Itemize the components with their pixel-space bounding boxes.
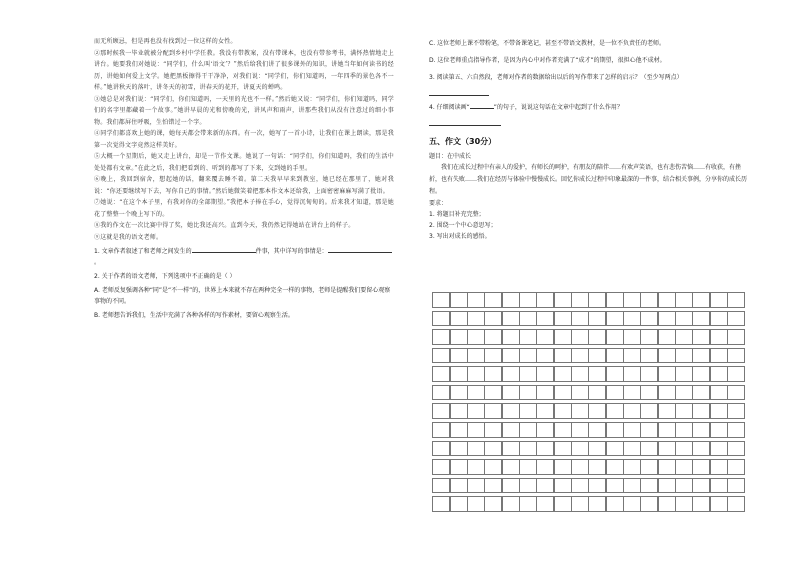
grid-cell[interactable] — [606, 385, 624, 401]
grid-cell[interactable] — [502, 348, 520, 364]
grid-cell[interactable] — [727, 311, 745, 327]
grid-cell[interactable] — [727, 348, 745, 364]
grid-cell[interactable] — [640, 366, 658, 382]
grid-cell[interactable] — [450, 311, 468, 327]
grid-cell[interactable] — [692, 329, 710, 345]
grid-cell[interactable] — [675, 348, 693, 364]
grid-cell[interactable] — [710, 459, 728, 475]
grid-cell[interactable] — [640, 292, 658, 308]
grid-cell[interactable] — [467, 478, 485, 494]
grid-cell[interactable] — [727, 422, 745, 438]
passage-paragraph: ⑧我的作文在一次比赛中得了奖，她比我还高兴。直到今天，我仍然记得她站在讲台上的样子。 — [94, 222, 355, 229]
grid-cell[interactable] — [467, 385, 485, 401]
grid-cell[interactable] — [467, 459, 485, 475]
grid-cell[interactable] — [623, 292, 641, 308]
requirement-item: 1. 将题目补充完整； — [429, 211, 485, 218]
grid-cell[interactable] — [640, 496, 658, 512]
grid-cell[interactable] — [692, 422, 710, 438]
answer-line[interactable] — [429, 85, 489, 96]
grid-cell[interactable] — [554, 496, 572, 512]
grid-cell[interactable] — [450, 478, 468, 494]
grid-cell[interactable] — [658, 385, 676, 401]
grid-cell[interactable] — [519, 403, 537, 419]
grid-cell[interactable] — [432, 422, 450, 438]
grid-cell[interactable] — [692, 403, 710, 419]
grid-cell[interactable] — [519, 422, 537, 438]
grid-cell[interactable] — [554, 292, 572, 308]
grid-cell[interactable] — [536, 385, 554, 401]
grid-cell[interactable] — [571, 329, 589, 345]
grid-cell[interactable] — [484, 348, 502, 364]
grid-cell[interactable] — [484, 422, 502, 438]
answer-blank[interactable] — [328, 246, 392, 253]
grid-cell[interactable] — [484, 311, 502, 327]
grid-cell[interactable] — [588, 441, 606, 457]
grid-cell[interactable] — [519, 385, 537, 401]
grid-cell[interactable] — [658, 496, 676, 512]
grid-cell[interactable] — [467, 311, 485, 327]
grid-cell[interactable] — [536, 478, 554, 494]
grid-cell[interactable] — [640, 385, 658, 401]
grid-cell[interactable] — [623, 422, 641, 438]
grid-cell[interactable] — [588, 311, 606, 327]
grid-cell[interactable] — [692, 478, 710, 494]
grid-cell[interactable] — [588, 459, 606, 475]
answer-line[interactable] — [429, 115, 501, 126]
grid-cell[interactable] — [692, 366, 710, 382]
grid-cell[interactable] — [467, 348, 485, 364]
grid-cell[interactable] — [554, 441, 572, 457]
grid-cell[interactable] — [554, 478, 572, 494]
grid-cell[interactable] — [658, 478, 676, 494]
grid-cell[interactable] — [692, 385, 710, 401]
grid-cell[interactable] — [484, 329, 502, 345]
grid-cell[interactable] — [623, 385, 641, 401]
grid-cell[interactable] — [658, 311, 676, 327]
grid-cell[interactable] — [710, 385, 728, 401]
grid-cell[interactable] — [727, 496, 745, 512]
grid-cell[interactable] — [658, 292, 676, 308]
grid-cell[interactable] — [467, 366, 485, 382]
grid-cell[interactable] — [536, 403, 554, 419]
grid-cell[interactable] — [606, 441, 624, 457]
grid-cell[interactable] — [536, 366, 554, 382]
grid-cell[interactable] — [727, 366, 745, 382]
grid-cell[interactable] — [467, 496, 485, 512]
grid-cell[interactable] — [640, 441, 658, 457]
grid-cell[interactable] — [536, 348, 554, 364]
grid-cell[interactable] — [536, 311, 554, 327]
grid-cell[interactable] — [606, 366, 624, 382]
grid-cell[interactable] — [467, 403, 485, 419]
grid-cell[interactable] — [536, 422, 554, 438]
grid-cell[interactable] — [588, 403, 606, 419]
grid-cell[interactable] — [554, 422, 572, 438]
grid-cell[interactable] — [502, 329, 520, 345]
grid-cell[interactable] — [554, 348, 572, 364]
option-a: A. 老师反复强调各种“同”是“不一样”的，世界上本来就不存在两种完全一样的事物，老师是提醒我们要留心观察事物的不同。 — [94, 287, 391, 305]
grid-cell[interactable] — [588, 329, 606, 345]
grid-cell[interactable] — [727, 329, 745, 345]
passage-paragraph: ⑤大概一个星期后，她又走上讲台，却是一节作文课。她说了一句话：“同学们，你们知道吗，我们的生活中处处都有文章。”在此之后，我们把看到的、听到的都写了下来，交到她的手里。 — [94, 153, 394, 172]
grid-cell[interactable] — [484, 478, 502, 494]
grid-cell[interactable] — [484, 459, 502, 475]
grid-cell[interactable] — [571, 385, 589, 401]
grid-cell[interactable] — [640, 329, 658, 345]
grid-cell[interactable] — [623, 348, 641, 364]
grid-cell[interactable] — [623, 329, 641, 345]
grid-cell[interactable] — [623, 441, 641, 457]
grid-cell[interactable] — [502, 366, 520, 382]
grid-cell[interactable] — [692, 496, 710, 512]
underline-mark — [470, 102, 494, 109]
grid-cell[interactable] — [710, 366, 728, 382]
grid-cell[interactable] — [710, 441, 728, 457]
grid-cell[interactable] — [658, 348, 676, 364]
grid-cell[interactable] — [588, 366, 606, 382]
right-column — [429, 38, 749, 242]
grid-cell[interactable] — [606, 329, 624, 345]
grid-cell[interactable] — [675, 441, 693, 457]
grid-cell[interactable] — [502, 385, 520, 401]
grid-cell[interactable] — [727, 292, 745, 308]
grid-cell[interactable] — [502, 441, 520, 457]
grid-cell[interactable] — [710, 403, 728, 419]
grid-cell[interactable] — [450, 403, 468, 419]
grid-cell[interactable] — [432, 311, 450, 327]
grid-cell[interactable] — [502, 422, 520, 438]
grid-cell[interactable] — [571, 478, 589, 494]
grid-cell[interactable] — [519, 348, 537, 364]
section-title: 五、作文（30分） — [429, 137, 497, 146]
grid-cell[interactable] — [606, 459, 624, 475]
grid-cell[interactable] — [450, 385, 468, 401]
grid-cell[interactable] — [519, 441, 537, 457]
grid-cell[interactable] — [640, 459, 658, 475]
grid-cell[interactable] — [606, 478, 624, 494]
grid-cell[interactable] — [519, 459, 537, 475]
grid-cell[interactable] — [606, 311, 624, 327]
grid-cell[interactable] — [675, 329, 693, 345]
grid-cell[interactable] — [658, 422, 676, 438]
grid-cell[interactable] — [588, 478, 606, 494]
grid-cell[interactable] — [484, 292, 502, 308]
grid-cell[interactable] — [467, 422, 485, 438]
question-1: 1. 文章作者叙述了和老师之间发生的 件事，其中详写的事情是：。 — [94, 246, 394, 268]
question-4: 4. 仔细阅读画“ ”的句子，说说这句话在文章中起到了什么作用？ — [429, 104, 623, 111]
grid-cell[interactable] — [450, 348, 468, 364]
grid-cell[interactable] — [536, 459, 554, 475]
grid-cell[interactable] — [554, 385, 572, 401]
grid-cell[interactable] — [432, 366, 450, 382]
grid-cell[interactable] — [640, 403, 658, 419]
grid-cell[interactable] — [640, 348, 658, 364]
grid-cell[interactable] — [710, 422, 728, 438]
grid-cell[interactable] — [658, 403, 676, 419]
grid-cell[interactable] — [606, 496, 624, 512]
grid-cell[interactable] — [606, 422, 624, 438]
grid-cell[interactable] — [484, 366, 502, 382]
passage-paragraph: ②那时候我一毕业就被分配到乡村中学任教。我没有带教案，没有带课本，也没有带参考书，满怀热情地走上讲台。她要我们对她说：“同学们，什么叫‘语文’？”然后给我们讲了很多课外的知识，讲她当年如何读书的经历，讲她如何爱上文学。她把黑板擦得干干净净，对我们说：“同学们，你们知道吗，一年四季的景色各不一样。”她讲秋天的落叶，讲冬天的初雪，讲春天的花开，讲夏天的蝉鸣。 — [94, 49, 394, 91]
grid-cell[interactable] — [571, 441, 589, 457]
grid-cell[interactable] — [536, 441, 554, 457]
grid-cell[interactable] — [450, 292, 468, 308]
grid-cell[interactable] — [675, 403, 693, 419]
grid-cell[interactable] — [484, 496, 502, 512]
grid-cell[interactable] — [432, 459, 450, 475]
requirement-item: 3. 写出对成长的感悟。 — [429, 233, 491, 240]
grid-cell[interactable] — [658, 441, 676, 457]
grid-cell[interactable] — [727, 403, 745, 419]
grid-cell[interactable] — [432, 329, 450, 345]
grid-cell[interactable] — [450, 459, 468, 475]
grid-cell[interactable] — [692, 441, 710, 457]
grid-cell[interactable] — [554, 459, 572, 475]
grid-cell[interactable] — [519, 366, 537, 382]
grid-cell[interactable] — [554, 366, 572, 382]
grid-cell[interactable] — [519, 496, 537, 512]
grid-cell[interactable] — [432, 478, 450, 494]
grid-cell[interactable] — [432, 403, 450, 419]
reading-column — [94, 36, 394, 321]
grid-cell[interactable] — [606, 292, 624, 308]
grid-cell[interactable] — [588, 496, 606, 512]
option-d: D. 这位老师重点指导作者，是因为内心中对作者充满了“成才”的期望，很担心他不成材。 — [429, 57, 666, 64]
grid-cell[interactable] — [554, 329, 572, 345]
grid-cell[interactable] — [658, 366, 676, 382]
grid-cell[interactable] — [502, 496, 520, 512]
grid-cell[interactable] — [623, 366, 641, 382]
grid-cell[interactable] — [571, 366, 589, 382]
grid-cell[interactable] — [432, 496, 450, 512]
grid-cell[interactable] — [554, 311, 572, 327]
passage-paragraph: ④同学们都喜欢上她的课，她每天都会带来新的东西。有一次，她写了一首小诗，让我们在课上朗读，那是我第一次觉得文字竟然这样美好。 — [94, 130, 394, 149]
grid-cell[interactable] — [710, 292, 728, 308]
grid-cell[interactable] — [623, 478, 641, 494]
grid-cell[interactable] — [536, 496, 554, 512]
grid-cell[interactable] — [588, 348, 606, 364]
grid-cell[interactable] — [519, 478, 537, 494]
grid-cell[interactable] — [502, 478, 520, 494]
grid-cell[interactable] — [623, 311, 641, 327]
grid-cell[interactable] — [502, 311, 520, 327]
grid-cell[interactable] — [450, 329, 468, 345]
grid-cell[interactable] — [484, 403, 502, 419]
grid-cell[interactable] — [623, 403, 641, 419]
grid-cell[interactable] — [536, 329, 554, 345]
grid-cell[interactable] — [727, 459, 745, 475]
grid-cell[interactable] — [467, 441, 485, 457]
grid-cell[interactable] — [675, 366, 693, 382]
grid-cell[interactable] — [623, 459, 641, 475]
grid-cell[interactable] — [692, 292, 710, 308]
grid-cell[interactable] — [658, 329, 676, 345]
grid-cell[interactable] — [727, 478, 745, 494]
grid-cell[interactable] — [450, 422, 468, 438]
grid-cell[interactable] — [588, 385, 606, 401]
grid-cell[interactable] — [675, 311, 693, 327]
grid-cell[interactable] — [571, 311, 589, 327]
grid-cell[interactable] — [588, 292, 606, 308]
essay-prompt: 我们在成长过程中有亲人的爱护，有师长的呵护，有朋友的陪伴……有欢声笑语，也有悲伤苦恼……有收获，有挫折，也有失败……我们在经历与体验中慢慢成长。回忆你成长过程中印象最深的一件事，结合相关事例，分享你的成长历程。 — [429, 164, 748, 195]
grid-cell[interactable] — [450, 366, 468, 382]
grid-cell[interactable] — [606, 403, 624, 419]
grid-cell[interactable] — [727, 385, 745, 401]
grid-cell[interactable] — [623, 496, 641, 512]
grid-cell[interactable] — [675, 478, 693, 494]
grid-cell[interactable] — [692, 459, 710, 475]
option-c: C. 这位老师上课不带粉笔，不带备课笔记，甚至不带语文教材，是一位不负责任的老师。 — [429, 40, 666, 47]
grid-cell[interactable] — [450, 441, 468, 457]
option-b: B. 老师想告诉我们，生活中充满了各种各样的写作素材，要留心观察生活。 — [94, 312, 294, 319]
requirements-label: 要求： — [429, 200, 448, 207]
grid-cell[interactable] — [519, 329, 537, 345]
grid-cell[interactable] — [432, 348, 450, 364]
grid-cell[interactable] — [710, 329, 728, 345]
grid-cell[interactable] — [571, 422, 589, 438]
grid-cell[interactable] — [571, 348, 589, 364]
answer-blank[interactable] — [192, 246, 256, 253]
requirement-item: 2. 围绕一个中心意思写； — [429, 222, 497, 229]
grid-cell[interactable] — [658, 459, 676, 475]
grid-cell[interactable] — [502, 292, 520, 308]
grid-cell[interactable] — [554, 403, 572, 419]
grid-cell[interactable] — [710, 478, 728, 494]
grid-cell[interactable] — [450, 496, 468, 512]
grid-cell[interactable] — [571, 496, 589, 512]
grid-cell[interactable] — [467, 292, 485, 308]
grid-cell[interactable] — [727, 441, 745, 457]
grid-cell[interactable] — [432, 385, 450, 401]
grid-cell[interactable] — [710, 348, 728, 364]
passage-paragraph: ⑦她说：“在这个本子里，有我对你的全部期望。”我把本子捧在手心，觉得沉甸甸的。后来我才知道，那是她花了整整一个晚上写下的。 — [94, 199, 394, 218]
grid-cell[interactable] — [588, 422, 606, 438]
grid-cell[interactable] — [571, 459, 589, 475]
grid-cell[interactable] — [467, 329, 485, 345]
grid-cell[interactable] — [640, 478, 658, 494]
grid-cell[interactable] — [692, 348, 710, 364]
grid-cell[interactable] — [484, 441, 502, 457]
grid-cell[interactable] — [692, 311, 710, 327]
grid-cell[interactable] — [640, 311, 658, 327]
grid-cell[interactable] — [432, 292, 450, 308]
grid-cell[interactable] — [519, 311, 537, 327]
question-2: 2. 关于作者的语文老师，下列选项中不正确的是（ ） — [94, 273, 236, 280]
grid-cell[interactable] — [502, 459, 520, 475]
passage-paragraph: ⑥晚上，我回到宿舍，想起她的话，翻来覆去睡不着。第二天我早早来到教室，她已经在那里了，她对我说：“你还要继续写下去，写你自己的事情。”然后她微笑着把那本作文本还给我，上面密密麻麻写满了批语。 — [94, 176, 394, 195]
grid-cell[interactable] — [675, 385, 693, 401]
grid-cell[interactable] — [675, 459, 693, 475]
grid-cell[interactable] — [710, 496, 728, 512]
grid-cell[interactable] — [519, 292, 537, 308]
grid-cell[interactable] — [432, 441, 450, 457]
passage-paragraph: ⑨这就是我的语文老师。 — [94, 233, 163, 241]
essay-topic: 题目：在中成长 — [429, 153, 472, 160]
grid-cell[interactable] — [675, 292, 693, 308]
grid-cell[interactable] — [640, 422, 658, 438]
grid-cell[interactable] — [502, 403, 520, 419]
question-3: 3. 阅读第五、六自然段，老师对作者的数据给出以后的写作带来了怎样的启示？（至少写两点） — [429, 74, 683, 81]
grid-cell[interactable] — [571, 292, 589, 308]
passage-paragraph: 而无所顾忌，但是再也没有找到过一位这样的女性。 — [94, 38, 237, 45]
grid-cell[interactable] — [606, 348, 624, 364]
passage-paragraph: ③她总是对我们说：“同学们，你们知道吗，一天里的光也不一样。”然后她又说：“同学们，你们知道吗，同学们的名字里都藏着一个故事。”她讲早晨的光和傍晚的光，讲风声和雨声，讲那些我们从没有注意过的细小事物。我们都屏住呼吸，生怕错过一个字。 — [94, 95, 394, 126]
essay-writing-grid[interactable] — [433, 292, 745, 512]
grid-cell[interactable] — [710, 311, 728, 327]
grid-cell[interactable] — [536, 292, 554, 308]
grid-cell[interactable] — [675, 496, 693, 512]
grid-cell[interactable] — [484, 385, 502, 401]
grid-cell[interactable] — [571, 403, 589, 419]
grid-cell[interactable] — [675, 422, 693, 438]
